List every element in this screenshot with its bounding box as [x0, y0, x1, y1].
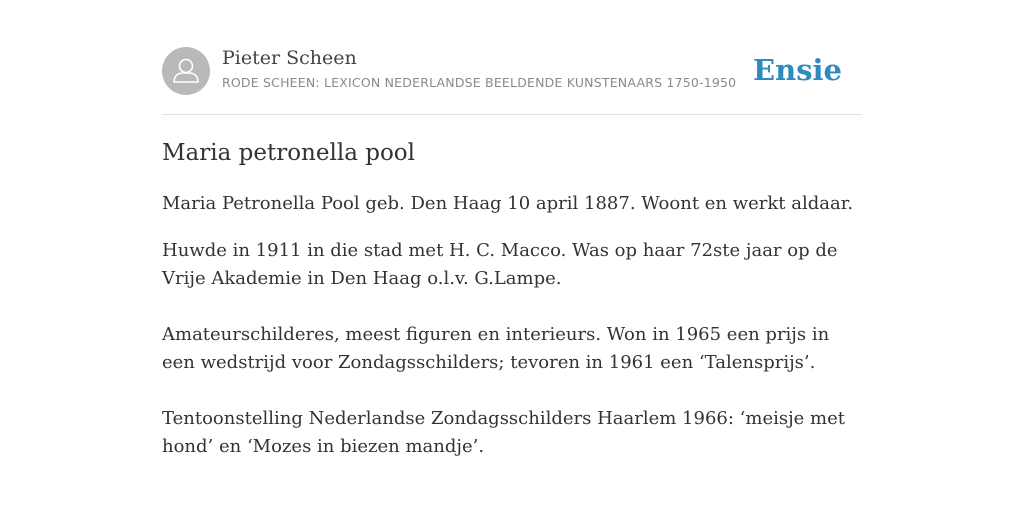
source-title[interactable]: RODE SCHEEN: LEXICON NEDERLANDSE BEELDENDE KUNSTENAARS 1750-1950 — [222, 75, 737, 90]
page-title: Maria petronella pool — [162, 140, 415, 166]
article-header — [162, 46, 862, 115]
paragraph: Huwde in 1911 in die stad met H. C. Macco. Was op haar 72ste jaar op de Vrije Akademie in Den Haag o.l.v. G.Lampe. — [162, 240, 838, 289]
paragraph: Tentoonstelling Nederlandse Zondagsschilders Haarlem 1966: ‘meisje met hond’ en ‘Mozes in biezen mandje’. — [162, 408, 845, 457]
paragraph: Maria Petronella Pool geb. Den Haag 10 april 1887. Woont en werkt aldaar. — [162, 193, 854, 214]
ensie-logo[interactable]: Ensie — [753, 53, 842, 87]
author-name[interactable]: Pieter Scheen — [222, 47, 357, 69]
user-icon — [162, 47, 210, 95]
article-body — [162, 190, 862, 461]
paragraph: Amateurschilderes, meest figuren en interieurs. Won in 1965 een prijs in een wedstrijd voor Zondagsschilders; tevoren in 1961 een ‘Talensprijs’. — [162, 324, 830, 373]
author-avatar[interactable] — [162, 47, 210, 95]
